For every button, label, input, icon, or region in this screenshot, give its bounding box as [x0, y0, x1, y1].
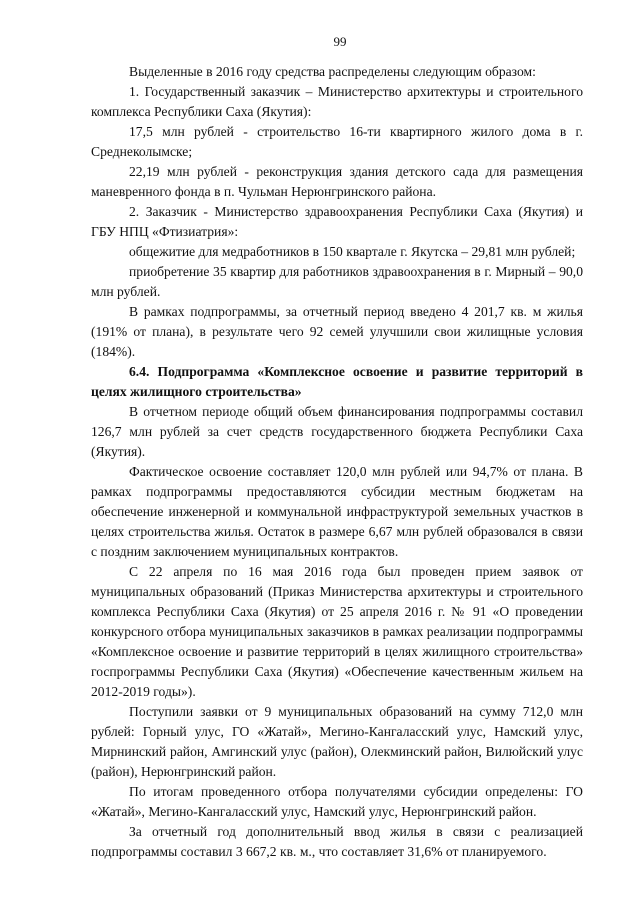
page-number: 99 — [333, 34, 347, 49]
paragraph-yakutsk-dormitory: общежитие для медработников в 150 квартале г. Якутска – 29,81 млн рублей; — [129, 244, 576, 259]
paragraph-srednekolymsk-house: 17,5 млн рублей - строительство 16-ти квартирного жилого дома в г. Среднеколымске; — [91, 124, 583, 159]
paragraph-mirny-apartments: приобретение 35 квартир для работников здравоохранения в г. Мирный – 90,0 млн рублей. — [91, 264, 583, 299]
paragraph-customer-ministry-architecture: 1. Государственный заказчик – Министерство архитектуры и строительного комплекса Республики Саха (Якутия): — [91, 84, 583, 119]
paragraph-customer-ministry-health: 2. Заказчик - Министерство здравоохранения Республики Саха (Якутия) и ГБУ НПЦ «Фтизиатрия»: — [91, 204, 583, 239]
paragraph-financing-volume: В отчетном периоде общий объем финансирования подпрограммы составил 126,7 млн рублей за счет средств государственного бюджета Республики Саха (Якутия). — [91, 404, 583, 459]
paragraph-funds-distribution: Выделенные в 2016 году средства распределены следующим образом: — [129, 64, 536, 79]
paragraph-applications-received: Поступили заявки от 9 муниципальных образований на сумму 712,0 млн рублей: Горный улус, ГО «Жатай», Мегино-Кангаласский улус, Намский улус, Мирнинский район, Амгинский улус (район), Олекминский район, Вилюйский улус (район), Нерюнгринский район. — [91, 704, 583, 779]
paragraph-subsidy-recipients: По итогам проведенного отбора получателями субсидии определены: ГО «Жатай», Мегино-Кангаласский улус, Намский улус, Нерюнгринский район. — [91, 784, 583, 819]
paragraph-chulman-kindergarten: 22,19 млн рублей - реконструкция здания детского сада для размещения маневренного фонда в п. Чульман Нерюнгринского района. — [91, 164, 583, 199]
paragraph-additional-housing: За отчетный год дополнительный ввод жилья в связи с реализацией подпрограммы составил 3 667,2 кв. м., что составляет 31,6% от планируемого. — [91, 824, 583, 859]
paragraph-actual-spending: Фактическое освоение составляет 120,0 млн рублей или 94,7% от плана. В рамках подпрограммы предоставляются субсидии местным бюджетам на обеспечение инженерной и коммунальной инфраструктурой земельных участков в целях строительства жилья. Остаток в размере 6,67 млн рублей образовался в связи с поздним заключением муниципальных контрактов. — [91, 464, 583, 559]
paragraph-housing-commissioned: В рамках подпрограммы, за отчетный период введено 4 201,7 кв. м жилья (191% от плана), в результате чего 92 семей улучшили свои жилищные условия (184%). — [91, 304, 583, 359]
paragraph-applications-period: С 22 апреля по 16 мая 2016 года был проведен прием заявок от муниципальных образований (Приказ Министерства архитектуры и строительного комплекса Республики Саха (Якутия) от 25 апреля 2016 г. № 91 «О проведении конкурсного отбора муниципальных заказчиков в рамках реализации подпрограммы «Комплексное освоение и развитие территорий в целях жилищного строительства» госпрограммы Республики Саха (Якутия) «Обеспечение качественным жильем на 2012-2019 годы»). — [91, 564, 583, 699]
section-heading-6-4: 6.4. Подпрограмма «Комплексное освоение и развитие территорий в целях жилищного строительства» — [91, 364, 583, 399]
